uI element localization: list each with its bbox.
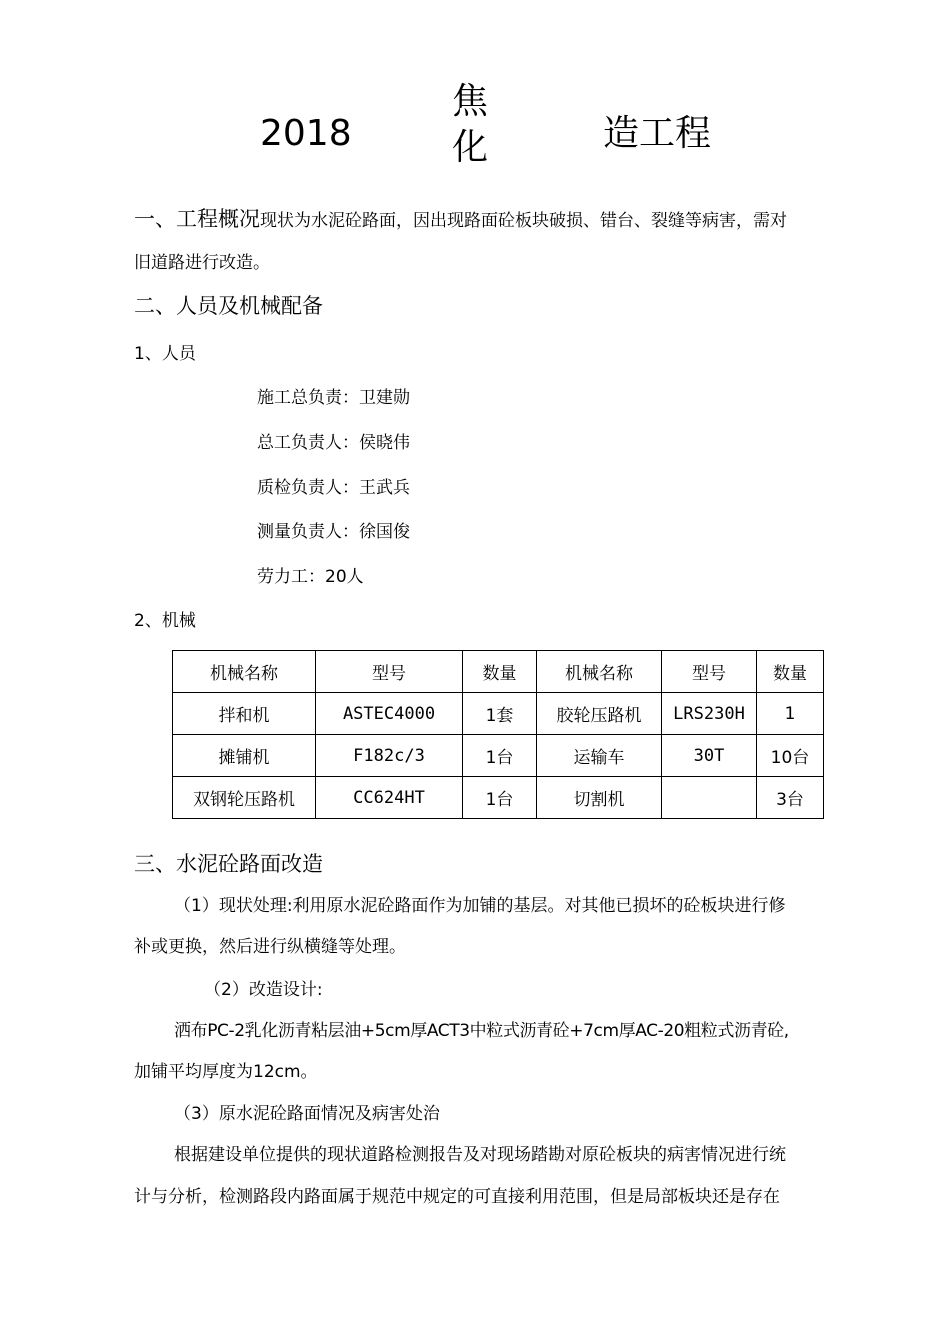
- personnel-item: 施工总负责：卫建勋: [257, 388, 410, 408]
- personnel-item: 质检负责人：王武兵: [257, 478, 410, 498]
- section3-p2-line2: 加铺平均厚度为12cm。: [134, 1062, 318, 1082]
- table-row: [173, 735, 824, 777]
- table-cell: [662, 777, 757, 819]
- table-cell: CC624HT: [316, 777, 463, 819]
- section3-p3-heading: （3）原水泥砼路面情况及病害处治: [174, 1104, 440, 1124]
- title-char-bottom: 化: [452, 127, 489, 168]
- table-cell: 1套: [463, 693, 537, 735]
- personnel-item: 劳力工：20人: [257, 567, 364, 587]
- personnel-item: 测量负责人：徐国俊: [257, 522, 410, 542]
- title-tail: 造工程: [603, 113, 712, 154]
- personnel-heading: 1、人员: [134, 344, 196, 364]
- section2-heading: 二、人员及机械配备: [134, 294, 323, 318]
- section3-p2-line1: 洒布PC-2乳化沥青粘层油+5cm厚ACT3中粒式沥青砼+7cm厚AC-20粗粒式沥青砼,: [174, 1021, 789, 1041]
- table-header-cell: 机械名称: [537, 651, 662, 693]
- table-cell: 1: [757, 693, 824, 735]
- machinery-heading: 2、机械: [134, 611, 196, 631]
- table-header-row: [173, 651, 824, 693]
- table-cell: LRS230H: [662, 693, 757, 735]
- section3-p1-line1: （1）现状处理:利用原水泥砼路面作为加铺的基层。对其他已损坏的砼板块进行修: [174, 896, 786, 916]
- table-cell: 3台: [757, 777, 824, 819]
- table-cell: ASTEC4000: [316, 693, 463, 735]
- table-cell: 1台: [463, 777, 537, 819]
- table-cell: 10台: [757, 735, 824, 777]
- section3-heading: 三、水泥砼路面改造: [134, 852, 323, 876]
- section3-p4-line1: 根据建设单位提供的现状道路检测报告及对现场踏勘对原砼板块的病害情况进行统: [174, 1145, 786, 1165]
- table-cell: 运输车: [537, 735, 662, 777]
- table-header-cell: 型号: [316, 651, 463, 693]
- table-header-cell: 数量: [463, 651, 537, 693]
- section1-heading: 一、工程概况: [134, 207, 260, 231]
- table-header-cell: 机械名称: [173, 651, 316, 693]
- table-cell: 切割机: [537, 777, 662, 819]
- section3-p2-heading: （2）改造设计:: [204, 980, 323, 1000]
- title-char-top: 焦: [452, 81, 489, 122]
- table-cell: 双钢轮压路机: [173, 777, 316, 819]
- personnel-item: 总工负责人：侯晓伟: [257, 433, 410, 453]
- section1-line1: [134, 204, 787, 234]
- table-cell: 摊铺机: [173, 735, 316, 777]
- table-cell: 1台: [463, 735, 537, 777]
- table-header-cell: 数量: [757, 651, 824, 693]
- table-row: [173, 693, 824, 735]
- table-cell: 拌和机: [173, 693, 316, 735]
- section3-p4-line2: 计与分析，检测路段内路面属于规范中规定的可直接利用范围，但是局部板块还是存在: [134, 1187, 780, 1207]
- table-cell: 30T: [662, 735, 757, 777]
- table-row: [173, 777, 824, 819]
- machinery-table: [172, 650, 824, 819]
- section1-text-line1: 现状为水泥砼路面，因出现路面砼板块破损、错台、裂缝等病害，需对: [260, 211, 787, 231]
- table-cell: F182c/3: [316, 735, 463, 777]
- section3-p1-line2: 补或更换，然后进行纵横缝等处理。: [134, 937, 406, 957]
- title-year: 2018: [260, 113, 352, 154]
- section1-text-line2: 旧道路进行改造。: [134, 253, 270, 273]
- table-cell: 胶轮压路机: [537, 693, 662, 735]
- table-header-cell: 型号: [662, 651, 757, 693]
